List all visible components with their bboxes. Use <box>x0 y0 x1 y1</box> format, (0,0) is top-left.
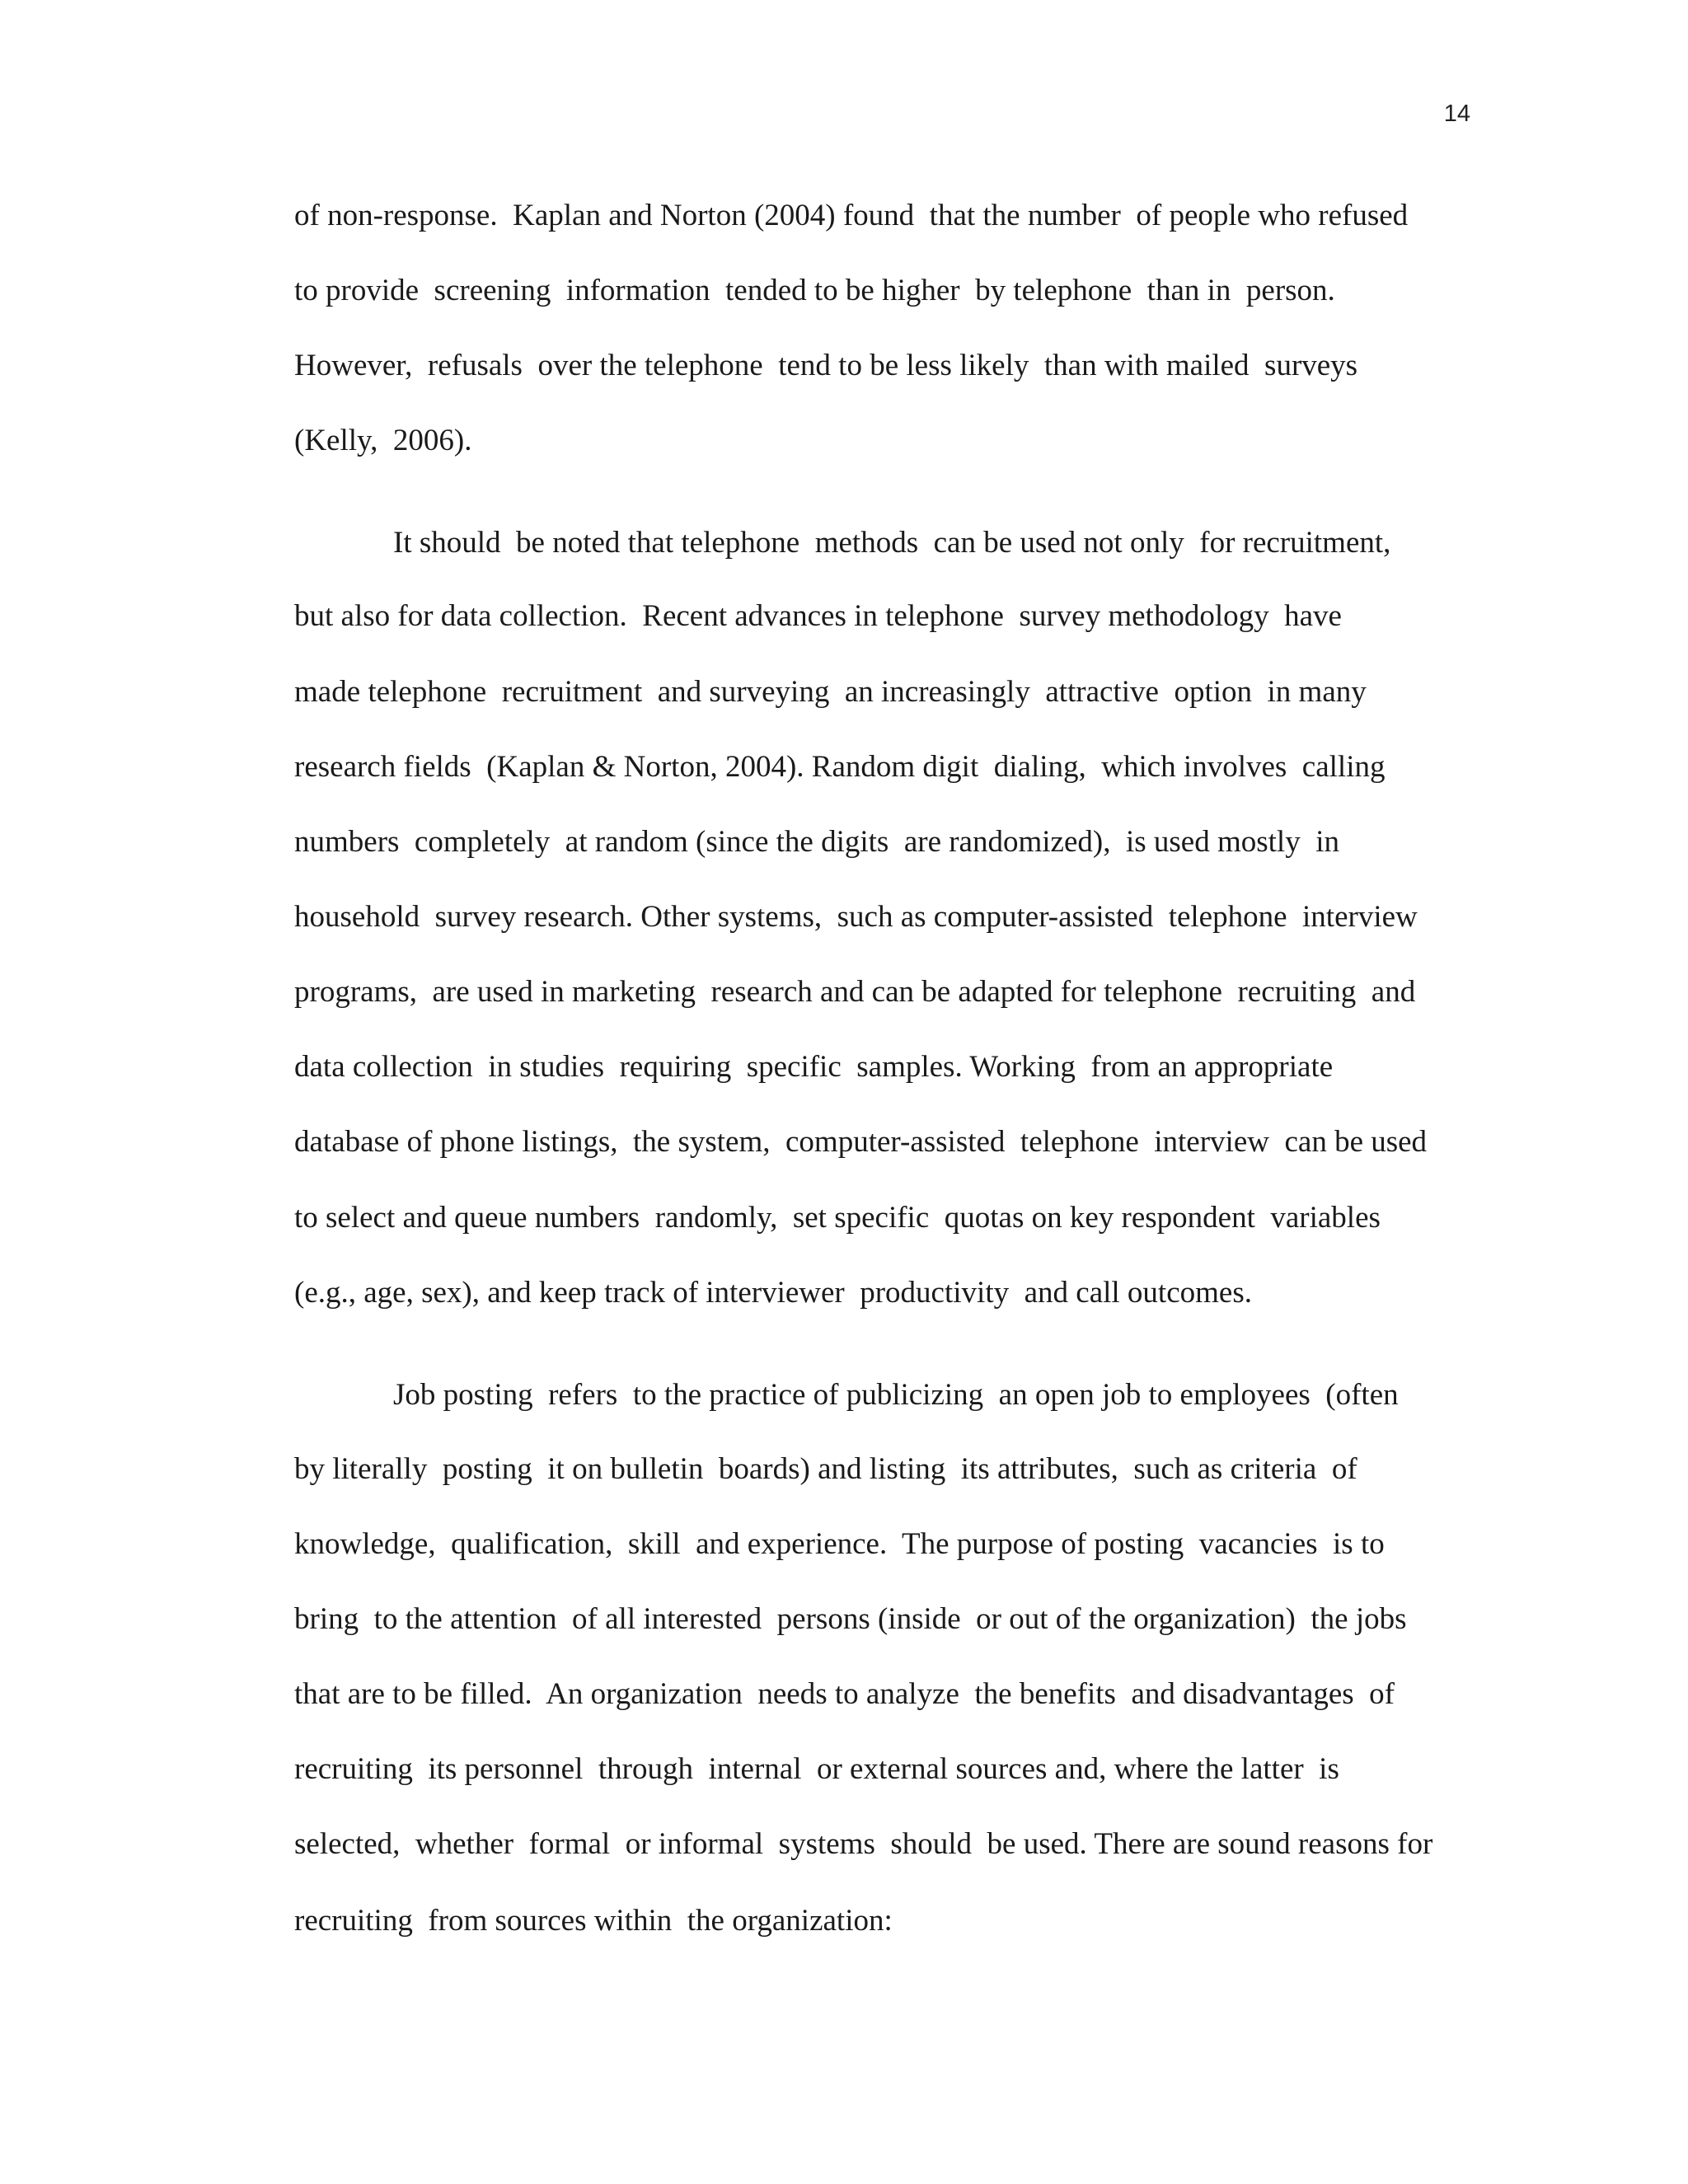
paragraph-3-line-1: Job posting refers to the practice of publicizing an open job to employees (often <box>393 1378 1399 1412</box>
paragraph-3-line-4: bring to the attention of all interested persons (inside or out of the organization) the jobs <box>294 1602 1407 1636</box>
paragraph-3-line-2: by literally posting it on bulletin boards) and listing its attributes, such as criteria of <box>294 1452 1357 1486</box>
paragraph-2-line-7: programs, are used in marketing research and can be adapted for telephone recruiting and <box>294 975 1416 1009</box>
paragraph-1-line-1: of non-response. Kaplan and Norton (2004) found that the number of people who refused <box>294 199 1409 232</box>
paragraph-2-line-4: research fields (Kaplan & Norton, 2004). Random digit dialing, which involves calling <box>294 750 1386 784</box>
paragraph-3-line-8: recruiting from sources within the organization: <box>294 1904 893 1938</box>
paragraph-3-line-3: knowledge, qualification, skill and experience. The purpose of posting vacancies is to <box>294 1527 1385 1561</box>
page-number: 14 <box>1443 101 1470 127</box>
paragraph-2-line-5: numbers completely at random (since the digits are randomized), is used mostly in <box>294 825 1339 859</box>
paragraph-2-line-3: made telephone recruitment and surveying an increasingly attractive option in many <box>294 675 1367 709</box>
paragraph-1-line-3: However, refusals over the telephone tend to be less likely than with mailed surveys <box>294 349 1358 382</box>
paragraph-2-line-10: to select and queue numbers randomly, set specific quotas on key respondent variables <box>294 1201 1381 1235</box>
paragraph-1-line-4: (Kelly, 2006). <box>294 424 472 457</box>
paragraph-1-line-2: to provide screening information tended to be higher by telephone than in person. <box>294 274 1335 307</box>
paragraph-2-line-9: database of phone listings, the system, computer-assisted telephone interview can be used <box>294 1125 1428 1159</box>
paragraph-2-line-2: but also for data collection. Recent advances in telephone survey methodology have <box>294 599 1342 633</box>
paragraph-2-line-8: data collection in studies requiring specific samples. Working from an appropriate <box>294 1050 1334 1084</box>
paragraph-2-line-1: It should be noted that telephone methods can be used not only for recruitment, <box>393 526 1391 560</box>
paragraph-2-line-6: household survey research. Other systems, such as computer-assisted telephone interview <box>294 900 1418 934</box>
paragraph-2-line-11: (e.g., age, sex), and keep track of interviewer productivity and call outcomes. <box>294 1276 1252 1310</box>
paragraph-3-line-5: that are to be filled. An organization needs to analyze the benefits and disadvantages of <box>294 1677 1395 1711</box>
paragraph-3-line-6: recruiting its personnel through internal or external sources and, where the latter is <box>294 1752 1339 1786</box>
paragraph-3-line-7: selected, whether formal or informal systems should be used. There are sound reasons for <box>294 1827 1433 1861</box>
